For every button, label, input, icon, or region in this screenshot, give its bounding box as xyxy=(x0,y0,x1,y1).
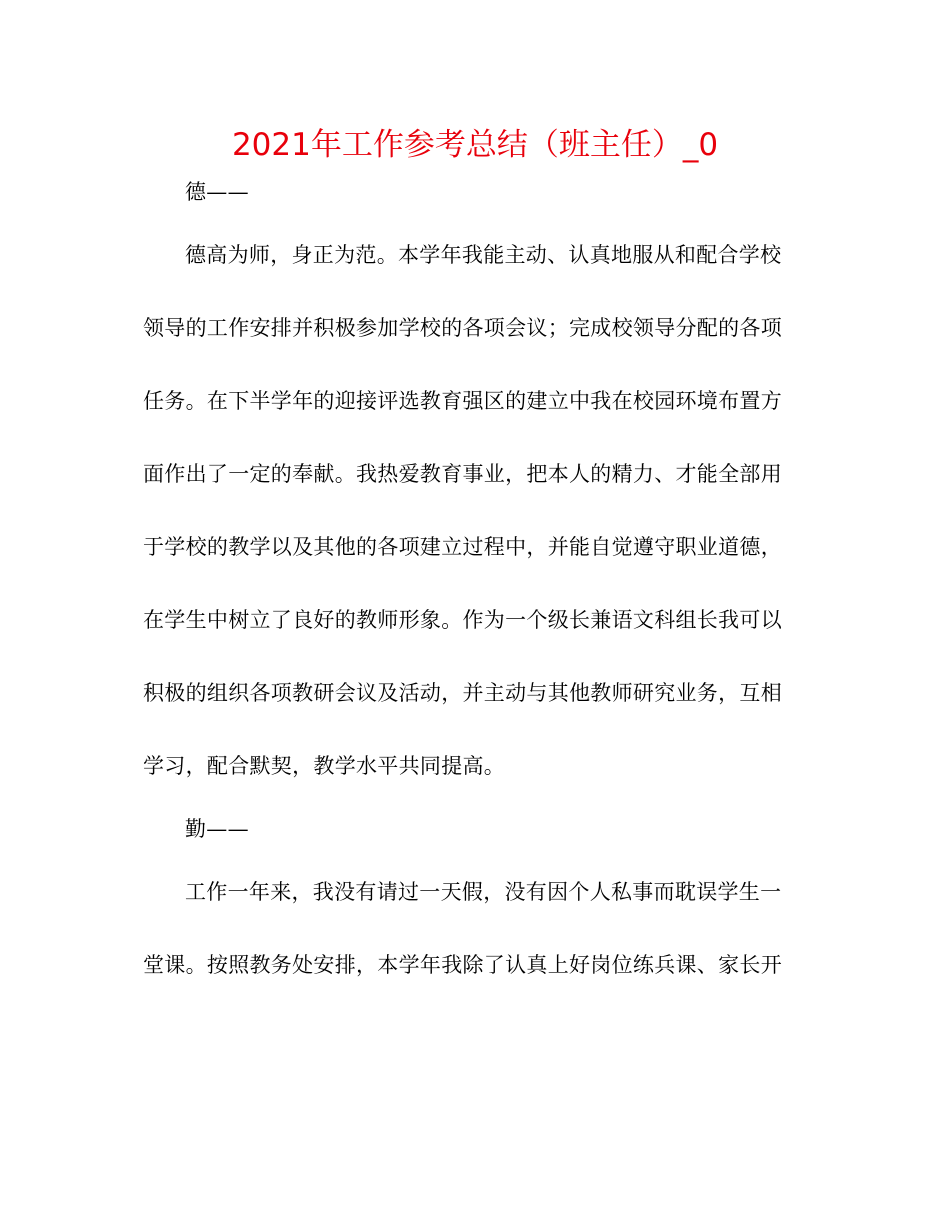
paragraph-line: 堂课。按照教务处安排，本学年我除了认真上好岗位练兵课、家长开 xyxy=(143,953,782,977)
paragraph-line: 于学校的教学以及其他的各项建立过程中，并能自觉遵守职业道德， xyxy=(143,535,782,559)
paragraph-line: 任务。在下半学年的迎接评选教育强区的建立中我在校园环境布置方 xyxy=(143,389,782,413)
section-heading-qin: 勤—— xyxy=(185,817,249,841)
paragraph-line: 领导的工作安排并积极参加学校的各项会议；完成校领导分配的各项 xyxy=(143,316,782,340)
paragraph-line: 积极的组织各项教研会议及活动，并主动与其他教师研究业务，互相 xyxy=(143,681,782,705)
section-heading-de: 德—— xyxy=(185,180,249,204)
paragraph-line: 学习，配合默契，教学水平共同提高。 xyxy=(143,754,506,778)
paragraph-line: 面作出了一定的奉献。我热爱教育事业，把本人的精力、才能全部用 xyxy=(143,462,782,486)
document-title: 2021年工作参考总结（班主任）_0 xyxy=(231,127,719,163)
paragraph-line: 工作一年来，我没有请过一天假，没有因个人私事而耽误学生一 xyxy=(185,880,782,904)
paragraph-line: 德高为师，身正为范。本学年我能主动、认真地服从和配合学校 xyxy=(185,243,782,267)
paragraph-line: 在学生中树立了良好的教师形象。作为一个级长兼语文科组长我可以 xyxy=(143,608,782,632)
